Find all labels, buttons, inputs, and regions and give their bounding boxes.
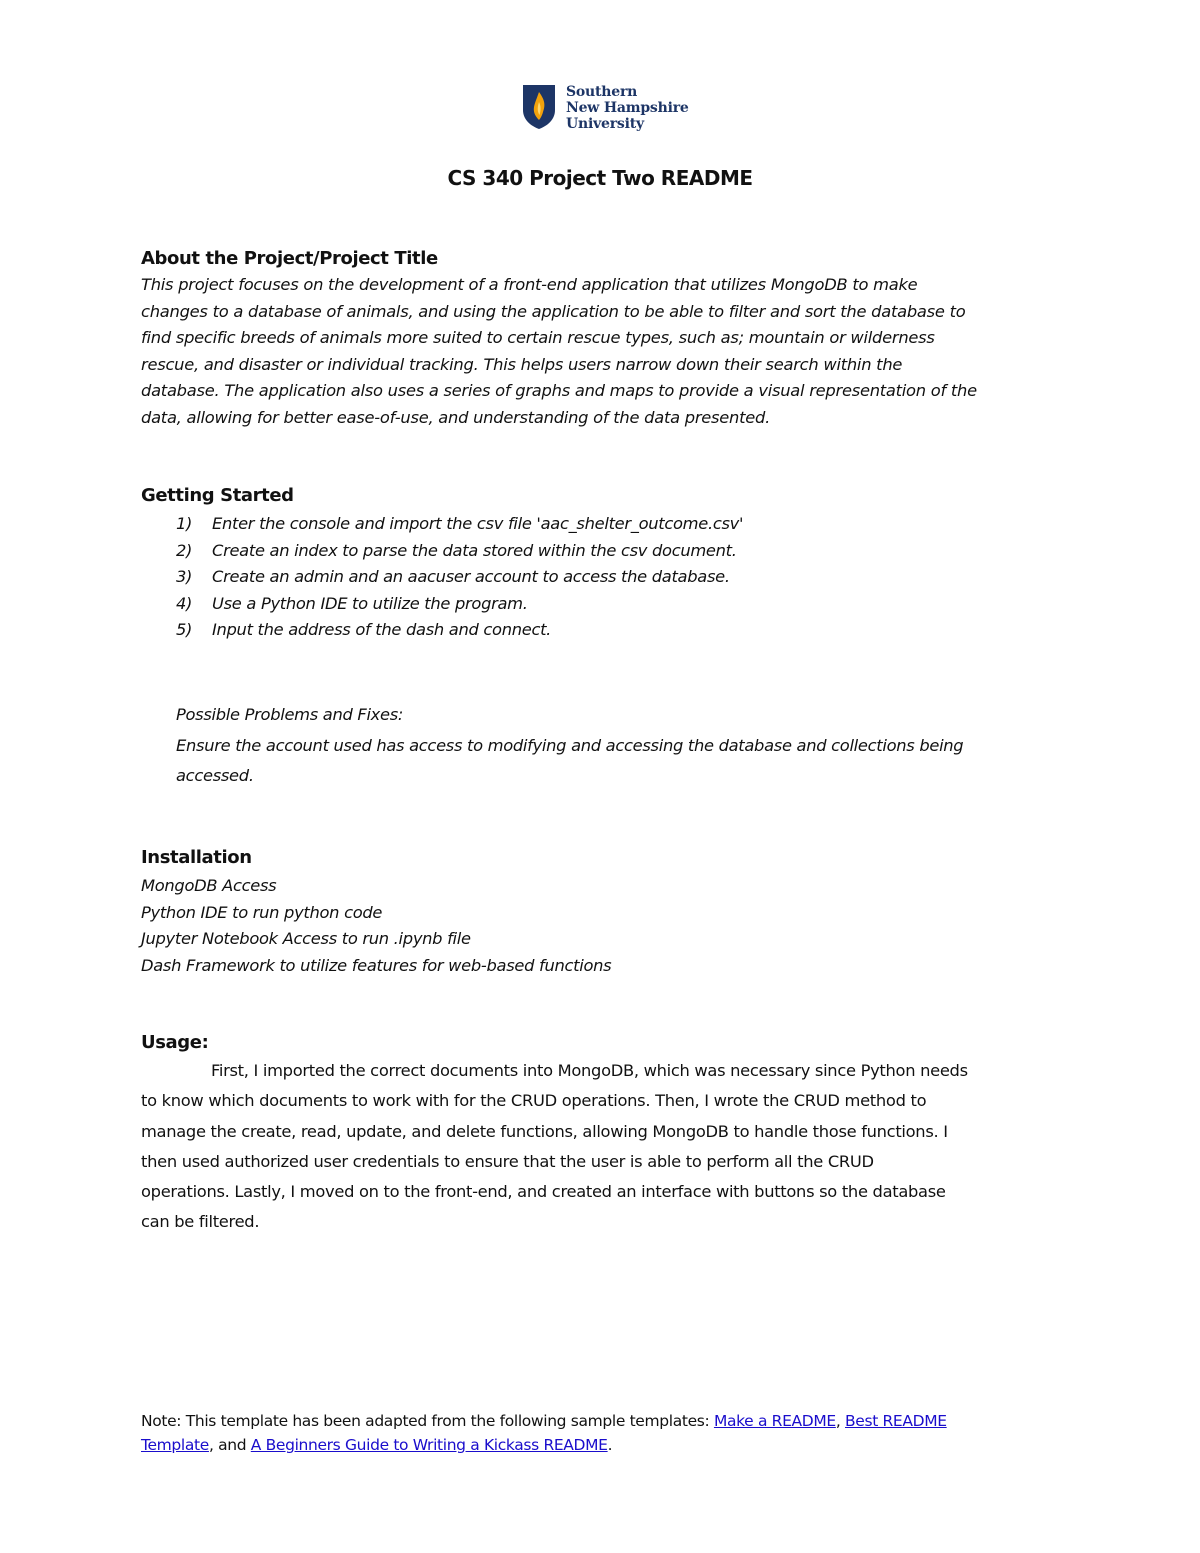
problems-line: Ensure the account used has access to modifying and accessing the database and collections being <box>176 735 964 755</box>
step-number: 4) <box>176 593 193 613</box>
logo-line-2: New Hampshire <box>566 100 689 116</box>
installation-list <box>141 873 611 979</box>
about-line: This project focuses on the development of a front-end application that utilizes MongoDB to make <box>141 275 918 294</box>
usage-heading: Usage: <box>141 1032 209 1053</box>
logo-line-1: Southern <box>566 84 638 100</box>
step-number: 1) <box>176 514 193 533</box>
shield-flame-icon <box>522 84 556 130</box>
step-number: 2) <box>176 540 193 560</box>
kickass-readme-link[interactable]: A Beginners Guide to Writing a Kickass README <box>250 1436 608 1454</box>
usage-paragraph <box>141 1056 1071 1238</box>
logo-line-3: University <box>566 116 644 132</box>
usage-line: to know which documents to work with for the CRUD operations. Then, I wrote the CRUD method to <box>141 1091 927 1111</box>
about-paragraph <box>141 272 1071 431</box>
about-line: database. The application also uses a series of graphs and maps to provide a visual representation of the <box>141 381 977 400</box>
list-item: Jupyter Notebook Access to run .ipynb file <box>141 929 471 948</box>
step-text: Input the address of the dash and connect. <box>212 620 552 639</box>
usage-line: manage the create, read, update, and delete functions, allowing MongoDB to handle those functions. I <box>141 1121 948 1141</box>
note-line-2 <box>141 1433 1071 1457</box>
make-readme-link[interactable]: Make a README <box>713 1412 836 1430</box>
note-separator: , <box>835 1412 845 1430</box>
step-text: Enter the console and import the csv file 'aac_shelter_outcome.csv' <box>212 514 744 533</box>
document-title: CS 340 Project Two README <box>447 166 753 190</box>
list-item: MongoDB Access <box>141 876 277 895</box>
note-separator: , and <box>208 1436 251 1454</box>
list-item: Python IDE to run python code <box>141 902 383 922</box>
logo-wordmark <box>566 84 689 132</box>
about-line: changes to a database of animals, and using the application to be able to filter and sort the database to <box>141 301 966 321</box>
problems-block <box>176 700 1076 792</box>
about-line: find specific breeds of animals more suited to certain rescue types, such as; mountain or wilderness <box>141 328 935 347</box>
about-line: rescue, and disaster or individual tracking. This helps users narrow down their search within the <box>141 354 903 374</box>
about-heading: About the Project/Project Title <box>141 248 438 269</box>
step-text: Create an admin and an aacuser account to access the database. <box>212 567 730 586</box>
note-suffix: . <box>607 1436 613 1454</box>
best-readme-link[interactable]: Best README <box>845 1412 947 1430</box>
note-line-1 <box>141 1409 1071 1433</box>
installation-heading: Installation <box>141 847 252 868</box>
step-number: 5) <box>176 620 193 639</box>
usage-line: First, I imported the correct documents into MongoDB, which was necessary since Python needs <box>211 1061 968 1080</box>
usage-line: then used authorized user credentials to ensure that the user is able to perform all the CRUD <box>141 1151 874 1171</box>
usage-line: can be filtered. <box>141 1212 260 1232</box>
note-prefix: Note: This template has been adapted from the following sample templates: <box>141 1412 714 1430</box>
about-line: data, allowing for better ease-of-use, and understanding of the data presented. <box>141 407 771 427</box>
list-item: Dash Framework to utilize features for web-based functions <box>141 955 612 975</box>
university-logo <box>522 84 692 134</box>
best-readme-link-cont[interactable]: Template <box>141 1436 209 1454</box>
problems-label: Possible Problems and Fixes: <box>176 705 404 724</box>
step-text: Use a Python IDE to utilize the program. <box>212 593 528 613</box>
problems-line: accessed. <box>176 766 254 785</box>
getting-started-heading: Getting Started <box>141 485 294 506</box>
template-note <box>141 1409 1071 1457</box>
usage-line: operations. Lastly, I moved on to the front-end, and created an interface with buttons so the database <box>141 1182 946 1202</box>
step-text: Create an index to parse the data stored within the csv document. <box>212 540 737 560</box>
step-number: 3) <box>176 567 193 586</box>
